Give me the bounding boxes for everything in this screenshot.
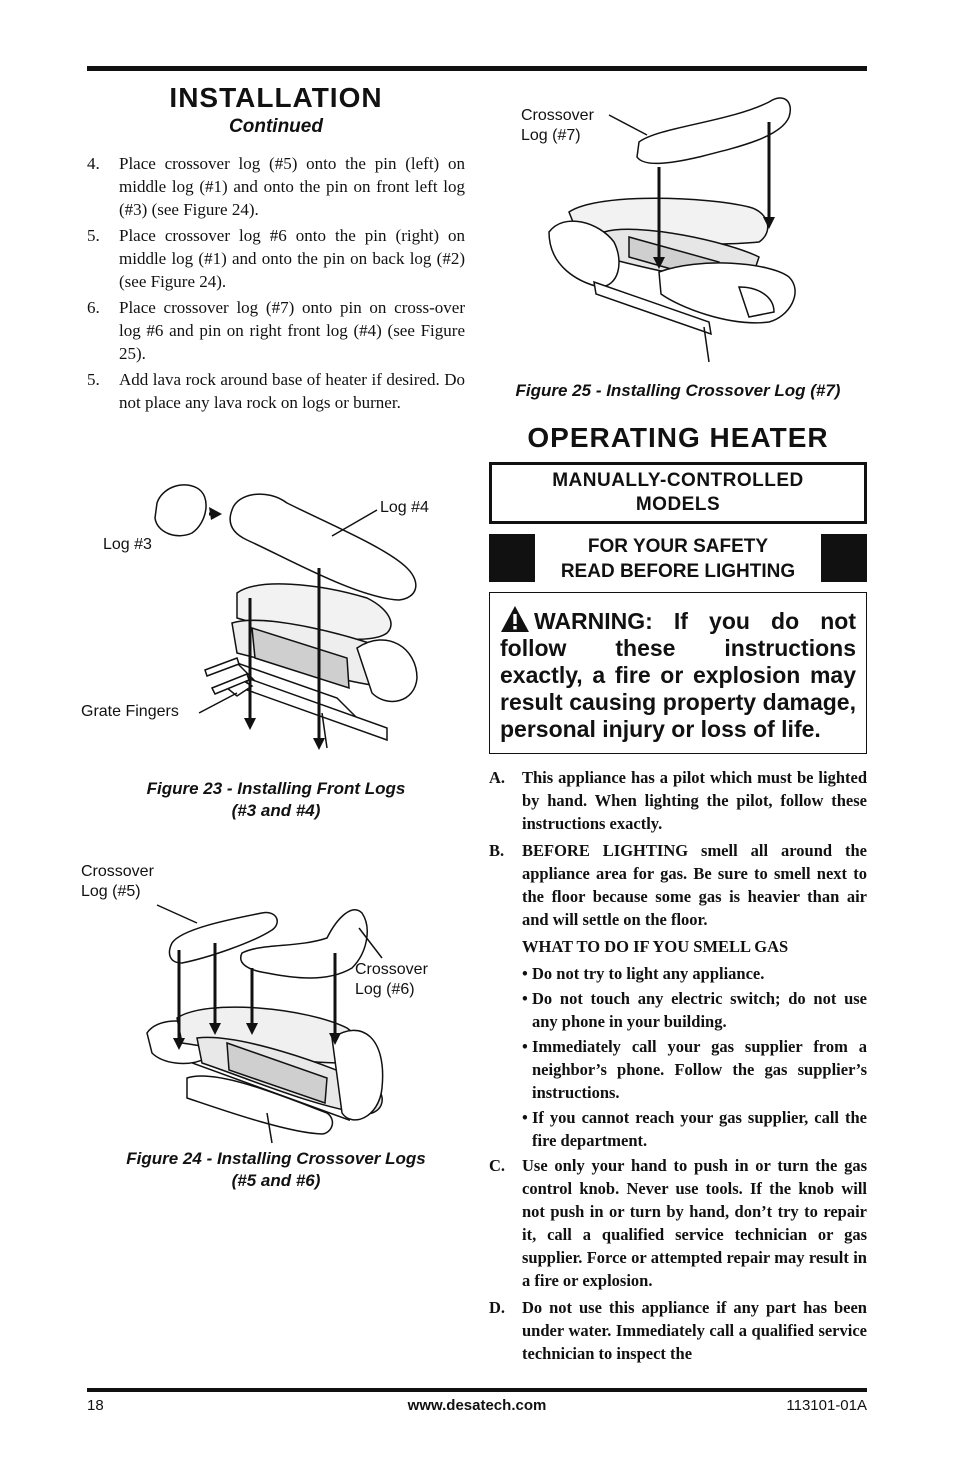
label-log-3: Log #3 bbox=[103, 536, 152, 553]
label-crossover-log-5: Crossover Log (#5) bbox=[81, 863, 154, 900]
list-item: B. BEFORE LIGHTING smell all around the appliance area for gas. Be sure to smell next to the floor because some gas is heavier than air and will settle on the floor. bbox=[489, 841, 867, 929]
safety-banner: FOR YOUR SAFETY READ BEFORE LIGHTING bbox=[489, 534, 867, 582]
list-item: • Do not touch any electric switch; do not use any phone in your building. bbox=[522, 989, 867, 1031]
figure-24 bbox=[81, 858, 465, 1148]
page-number: 18 bbox=[87, 1397, 104, 1414]
top-rule bbox=[87, 66, 867, 71]
step-item: 6. Place crossover log (#7) onto pin on cross-over log #6 and pin on right front log (#4) (see Figure 25). bbox=[87, 298, 465, 363]
label-crossover-log-6: Crossover Log (#6) bbox=[355, 961, 428, 998]
figure-23-caption: Figure 23 - Installing Front Logs (#3 and #4) bbox=[146, 779, 406, 820]
right-column bbox=[489, 82, 867, 1369]
step-item: 4. Place crossover log (#5) onto the pin (left) on middle log (#1) and onto the pin on front left log (#3) (see Figure 24). bbox=[87, 154, 465, 219]
figure-25-caption: Figure 25 - Installing Crossover Log (#7) bbox=[515, 381, 841, 400]
document-code: 113101-01A bbox=[786, 1397, 867, 1414]
list-item: • Do not try to light any appliance. bbox=[522, 964, 765, 983]
figure-23 bbox=[81, 448, 465, 778]
manually-controlled-heading: MANUALLY-CONTROLLED MODELS bbox=[489, 462, 867, 524]
installation-steps bbox=[87, 152, 465, 414]
installation-subtitle: Continued bbox=[229, 116, 323, 137]
banner-block-left bbox=[489, 534, 535, 582]
list-item: D. Do not use this appliance if any part has been under water. Immediately call a qualified service technician to inspect the bbox=[489, 1298, 867, 1363]
label-log-4: Log #4 bbox=[380, 499, 429, 516]
label-crossover-log-7: Crossover Log (#7) bbox=[521, 107, 594, 144]
label-grate-fingers: Grate Fingers bbox=[81, 703, 179, 720]
smell-gas-heading: WHAT TO DO IF YOU SMELL GAS bbox=[522, 937, 789, 956]
installation-title: INSTALLATION bbox=[169, 82, 383, 113]
list-item: • Immediately call your gas supplier from a neighbor’s phone. Follow the gas supplier’s instructions. bbox=[522, 1037, 867, 1102]
list-item: A. This appliance has a pilot which must be lighted by hand. When lighting the pilot, follow these instructions exactly. bbox=[489, 768, 867, 833]
list-item: C. Use only your hand to push in or turn the gas control knob. Never use tools. If the knob will not push in or turn by hand, don’t try to repair it, call a qualified service technician or gas supplier. Force or attempted repair may result in a fire or explosion. bbox=[489, 1156, 867, 1290]
warning-box bbox=[489, 592, 867, 754]
figure-25 bbox=[489, 82, 867, 372]
banner-block-right bbox=[821, 534, 867, 582]
warning-text: WARNING: If you do not follow these instructions exactly, a fire or explosion may result causing property damage, personal injury or loss of life. bbox=[500, 608, 856, 742]
list-item: • If you cannot reach your gas supplier, call the fire department. bbox=[522, 1108, 867, 1150]
step-item: 5. Place crossover log #6 onto the pin (right) on middle log (#1) and onto the pin on back log (#2) (see Figure 24). bbox=[87, 226, 465, 291]
lighting-rules bbox=[489, 766, 867, 1365]
bottom-rule bbox=[87, 1388, 867, 1392]
figure-24-caption: Figure 24 - Installing Crossover Logs (#5 and #6) bbox=[126, 1149, 426, 1190]
step-item: 5. Add lava rock around base of heater if desired. Do not place any lava rock on logs or burner. bbox=[87, 370, 465, 412]
warning-triangle-icon bbox=[500, 605, 530, 633]
left-column bbox=[81, 82, 465, 1192]
footer-url[interactable]: www.desatech.com bbox=[407, 1397, 547, 1414]
operating-heater-title: OPERATING HEATER bbox=[527, 422, 829, 453]
